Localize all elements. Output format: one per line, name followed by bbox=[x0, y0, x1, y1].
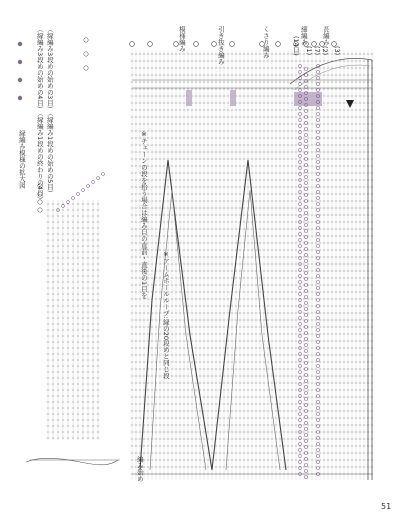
chain-circle bbox=[316, 118, 319, 121]
chain-circle bbox=[316, 286, 319, 289]
chain-circle bbox=[304, 163, 307, 166]
left-detail bbox=[18, 38, 120, 465]
chain-circle bbox=[304, 457, 307, 460]
chain-circle bbox=[304, 385, 307, 388]
chain-circle bbox=[304, 355, 307, 358]
detail-circle bbox=[97, 177, 100, 180]
chain-circle bbox=[316, 208, 319, 211]
highlight-small bbox=[186, 90, 192, 106]
detail-circle bbox=[102, 173, 105, 176]
row-marker-circle bbox=[148, 42, 153, 47]
chain-circle bbox=[316, 124, 319, 127]
detail-circle bbox=[92, 181, 95, 184]
chain-circle bbox=[304, 379, 307, 382]
chain-circle bbox=[316, 232, 319, 235]
chain-circle bbox=[316, 184, 319, 187]
count-1: (1) bbox=[304, 46, 313, 56]
chain-circle bbox=[316, 454, 319, 457]
chain-circle bbox=[304, 289, 307, 292]
zigzag-inner bbox=[150, 190, 206, 470]
note-3: （縁編み1段めの終わりの4目） bbox=[35, 110, 44, 203]
chain-circle bbox=[316, 310, 319, 313]
row-marker-circle bbox=[230, 42, 235, 47]
chain-circle bbox=[304, 469, 307, 472]
chain-circle bbox=[316, 466, 319, 469]
chain-circle bbox=[316, 448, 319, 451]
row-marker-circle bbox=[194, 42, 199, 47]
chain-circle bbox=[304, 421, 307, 424]
chain-circle bbox=[316, 322, 319, 325]
count-14: (14目) bbox=[291, 36, 300, 56]
label-sc: 細編み bbox=[299, 26, 308, 46]
chain-circle bbox=[316, 412, 319, 415]
chain-circle bbox=[304, 259, 307, 262]
row-marker-circle bbox=[276, 42, 281, 47]
detail-circle bbox=[72, 197, 75, 200]
chain-circle bbox=[304, 109, 307, 112]
chain-circle bbox=[304, 121, 307, 124]
chain-circle bbox=[316, 226, 319, 229]
chain-circle bbox=[304, 277, 307, 280]
chain-circle bbox=[316, 160, 319, 163]
chain-circle bbox=[316, 280, 319, 283]
chain-circle bbox=[304, 205, 307, 208]
chain-circle bbox=[304, 343, 307, 346]
chain-circle bbox=[304, 373, 307, 376]
chain-circle bbox=[304, 271, 307, 274]
chain-circle bbox=[316, 166, 319, 169]
chain-circle bbox=[316, 112, 319, 115]
note-1: （縁編み3段めの始めの4目） bbox=[35, 26, 44, 113]
chain-circle bbox=[316, 256, 319, 259]
diagram-title: 縁編み模様の拡大図 bbox=[17, 130, 26, 189]
legend-marker bbox=[84, 66, 88, 70]
chain-circle bbox=[316, 214, 319, 217]
chain-circle bbox=[304, 433, 307, 436]
chain-circle bbox=[304, 349, 307, 352]
detail-marker bbox=[38, 208, 42, 212]
chain-circle bbox=[316, 370, 319, 373]
chain-circle bbox=[304, 139, 307, 142]
chain-circle bbox=[316, 442, 319, 445]
note-4: （縁編み1段めの始めの5目） bbox=[45, 110, 54, 197]
row-marker-circle bbox=[212, 42, 217, 47]
chain-circle bbox=[304, 211, 307, 214]
chain-circle bbox=[316, 376, 319, 379]
chain-circle bbox=[304, 133, 307, 136]
detail-curve bbox=[26, 458, 118, 465]
chain-circle bbox=[316, 196, 319, 199]
chain-circle bbox=[316, 340, 319, 343]
chain-circle bbox=[304, 295, 307, 298]
chain-circle bbox=[304, 301, 307, 304]
row-marker-circle bbox=[130, 42, 135, 47]
chain-circle bbox=[304, 193, 307, 196]
chain-circle bbox=[304, 445, 307, 448]
chain-circle bbox=[304, 319, 307, 322]
label-slip: 引き抜き編み bbox=[216, 26, 225, 65]
chain-circle bbox=[304, 475, 307, 478]
chain-circle bbox=[304, 391, 307, 394]
chain-circle bbox=[304, 265, 307, 268]
chain-circle bbox=[316, 358, 319, 361]
count-7: (7) bbox=[312, 46, 321, 56]
legend-dot bbox=[18, 96, 22, 100]
chain-circle bbox=[316, 268, 319, 271]
count-2: (2) bbox=[320, 46, 329, 56]
chain-circle bbox=[316, 316, 319, 319]
chain-circle bbox=[316, 70, 319, 73]
detail-circle bbox=[82, 189, 85, 192]
label-pattern-a: 模様編み bbox=[177, 26, 186, 52]
chain-circle bbox=[316, 274, 319, 277]
highlight-small bbox=[230, 90, 236, 106]
chain-circle bbox=[316, 328, 319, 331]
chain-circle bbox=[304, 187, 307, 190]
chain-circle bbox=[304, 181, 307, 184]
chain-circle bbox=[316, 424, 319, 427]
chain-circle bbox=[316, 382, 319, 385]
detail-circle bbox=[87, 185, 90, 188]
legend-marker bbox=[84, 38, 88, 42]
legend-dot bbox=[18, 78, 22, 82]
chain-circle bbox=[316, 418, 319, 421]
chain-circle bbox=[304, 223, 307, 226]
chain-circle bbox=[316, 172, 319, 175]
chain-circle bbox=[304, 337, 307, 340]
legend-dot bbox=[18, 60, 22, 64]
chain-circle bbox=[304, 307, 307, 310]
chain-circle bbox=[316, 352, 319, 355]
chain-circle bbox=[316, 88, 319, 91]
chain-circle bbox=[304, 217, 307, 220]
label-dc: 長編み bbox=[321, 26, 330, 46]
chain-circle bbox=[316, 202, 319, 205]
chain-circle bbox=[316, 334, 319, 337]
chain-circle bbox=[316, 394, 319, 397]
start-label: 編み始め bbox=[135, 456, 144, 482]
chain-circle bbox=[304, 439, 307, 442]
chain-circle bbox=[304, 169, 307, 172]
count-3: (3) bbox=[332, 46, 341, 56]
chain-circle bbox=[316, 244, 319, 247]
chain-circle bbox=[304, 361, 307, 364]
chain-circle bbox=[304, 427, 307, 430]
chain-circle bbox=[304, 415, 307, 418]
chain-circle bbox=[304, 313, 307, 316]
label-chain: くさり編み bbox=[261, 26, 270, 59]
chain-circle bbox=[316, 298, 319, 301]
chain-circle bbox=[316, 76, 319, 79]
chain-circle bbox=[316, 238, 319, 241]
chain-circle bbox=[304, 127, 307, 130]
chain-circle bbox=[316, 190, 319, 193]
chain-circle bbox=[316, 154, 319, 157]
note-pickup: ※チェーンの段を拾う場合は編み目の直前・直後の1目を bbox=[139, 130, 148, 299]
highlight-band bbox=[294, 92, 322, 106]
page-number: 51 bbox=[381, 502, 392, 511]
legend-marker bbox=[84, 52, 88, 56]
chain-circle bbox=[304, 331, 307, 334]
chain-circle bbox=[316, 400, 319, 403]
note-2: （縁編み3段めの始めの3目） bbox=[45, 26, 54, 113]
chain-circle bbox=[304, 229, 307, 232]
direction-arrow bbox=[346, 100, 354, 108]
chain-circle bbox=[316, 406, 319, 409]
chain-circle bbox=[316, 148, 319, 151]
chain-circle bbox=[316, 130, 319, 133]
chain-circle bbox=[304, 403, 307, 406]
chain-circle bbox=[316, 460, 319, 463]
chain-circle bbox=[316, 250, 319, 253]
chain-circle bbox=[316, 292, 319, 295]
chain-circle bbox=[316, 364, 319, 367]
chain-circle bbox=[304, 463, 307, 466]
detail-circle bbox=[77, 193, 80, 196]
chain-circle bbox=[304, 151, 307, 154]
chain-circle bbox=[316, 436, 319, 439]
chain-circle bbox=[304, 67, 307, 70]
chain-circle bbox=[316, 82, 319, 85]
note-armhole: ※アームホールループ:縁の20段めと同じ段 bbox=[161, 250, 170, 379]
chain-circle bbox=[304, 235, 307, 238]
chain-circle bbox=[304, 247, 307, 250]
chain-circle bbox=[316, 106, 319, 109]
legend-dot bbox=[18, 42, 22, 46]
chain-circle bbox=[304, 145, 307, 148]
chain-circle bbox=[304, 397, 307, 400]
chain-circle bbox=[316, 142, 319, 145]
chain-circle bbox=[304, 253, 307, 256]
chain-circle bbox=[304, 175, 307, 178]
